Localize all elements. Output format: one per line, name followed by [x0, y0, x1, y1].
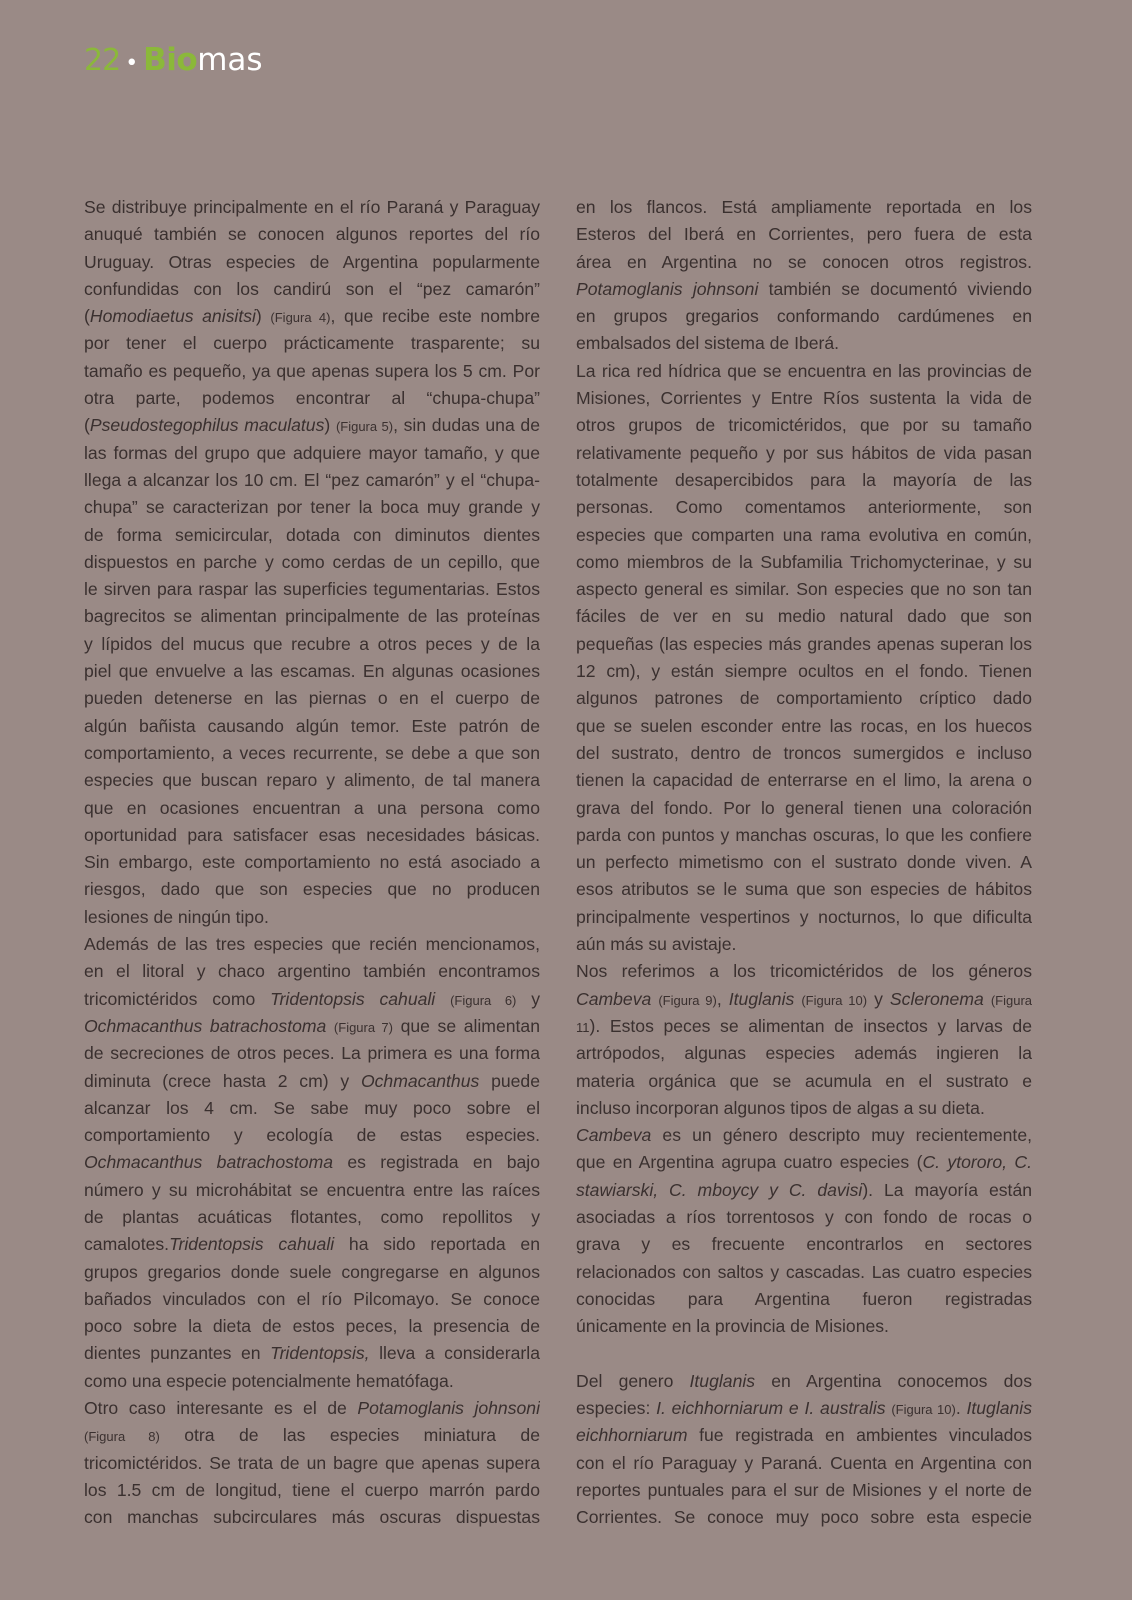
text-segment: La rica red hídrica que se encuentra en las provincias de — [576, 360, 1032, 381]
figure-reference: (Figura 9) — [658, 992, 717, 1008]
text-line — [576, 1177, 1032, 1204]
text-segment: aún más su avistaje. — [576, 934, 737, 955]
text-segment: principalmente vespertinos y nocturnos, lo que dificulta — [576, 906, 1032, 927]
text-segment: tamaño es pequeño, ya que apenas supera los 5 cm. Por — [84, 360, 540, 381]
text-line — [576, 1504, 1032, 1531]
text-segment: número y su microhábitat se encuentra entre las raíces — [84, 1179, 540, 1200]
text-line — [84, 1013, 540, 1040]
text-line — [84, 631, 540, 658]
text-line — [576, 631, 1032, 658]
text-line — [576, 931, 1032, 958]
figure-reference: (Figura 6) — [450, 992, 517, 1008]
text-segment: otra de las especies miniatura de — [159, 1425, 540, 1446]
text-segment: 12 cm), y están siempre ocultos en el fondo. Tienen — [576, 661, 1032, 682]
species-name: Potamoglanis johnsoni — [357, 1398, 540, 1419]
text-line — [84, 767, 540, 794]
text-segment: comportamiento y ecología de estas especies. — [84, 1125, 540, 1146]
text-segment: tricomictéridos. Se trata de un bagre que apenas supera — [84, 1452, 540, 1473]
text-line — [576, 603, 1032, 630]
text-line — [576, 276, 1032, 303]
text-line — [576, 767, 1032, 794]
text-segment: incluso incorporan algunos tipos de algas a su dieta. — [576, 1097, 985, 1118]
magazine-logo-bio: Bio — [143, 42, 198, 78]
text-segment: pueden detenerse en las piernas o en el cuerpo de — [84, 688, 540, 709]
text-line — [576, 1450, 1032, 1477]
figure-reference: (Figura 4) — [270, 310, 331, 326]
text-line — [576, 221, 1032, 248]
text-segment: anuqué también se conocen algunos reportes del río — [84, 224, 540, 245]
text-segment: , — [716, 988, 729, 1009]
text-segment: algún bañista causando algún temor. Este patrón de — [84, 715, 540, 736]
text-segment: únicamente en la provincia de Misiones. — [576, 1316, 889, 1337]
text-line — [576, 330, 1032, 357]
text-line — [576, 713, 1032, 740]
text-segment: las formas del grupo que adquiere mayor tamaño, y que — [84, 442, 540, 463]
text-line — [84, 1231, 540, 1258]
text-segment: embalsados del sistema de Iberá. — [576, 333, 840, 354]
text-segment: fue registrada en ambientes vinculados — [687, 1425, 1032, 1446]
text-line — [84, 330, 540, 357]
text-line — [84, 713, 540, 740]
text-line — [576, 1095, 1032, 1122]
text-segment: camalotes. — [84, 1234, 170, 1255]
species-name: Ochmacanthus batrachostoma — [84, 1152, 334, 1173]
text-line — [84, 522, 540, 549]
text-line — [84, 904, 540, 931]
text-segment: Sin embargo, este comportamiento no está asociado a — [84, 852, 540, 873]
text-segment: lleva a considerarla — [369, 1343, 540, 1364]
text-segment: con el río Paraguay y Paraná. Cuenta en Argentina con — [576, 1452, 1032, 1473]
page-header — [84, 42, 263, 86]
text-segment: especies que buscan reparo y alimento, de tal manera — [84, 770, 540, 791]
text-segment: personas. Como comentamos anteriormente, son — [576, 497, 1032, 518]
text-segment: Se distribuye principalmente en el río Paraná y Paraguay — [84, 197, 540, 217]
text-segment: grava y es frecuente encontrarlos en sectores — [576, 1234, 1032, 1255]
species-name: Pseudostegophilus maculatus — [89, 415, 325, 436]
text-line — [576, 849, 1032, 876]
text-line — [84, 603, 540, 630]
text-segment: un perfecto mimetismo con el sustrato donde viven. A — [576, 852, 1032, 873]
text-line — [576, 1149, 1032, 1176]
figure-reference: (Figura 8) — [84, 1429, 160, 1445]
species-name: Tridentopsis cahuali — [169, 1234, 335, 1255]
text-segment: que en Argentina agrupa cuatro especies ( — [576, 1152, 923, 1173]
species-name: Tridentopsis cahuali — [270, 988, 436, 1009]
text-line — [576, 1204, 1032, 1231]
text-segment: le sirven para raspar las superficies tegumentarias. Estos — [84, 579, 540, 600]
text-line — [84, 1340, 540, 1367]
species-name: Ituglanis — [966, 1398, 1032, 1419]
text-segment: de secreciones de otros peces. La primera es una forma — [84, 1043, 540, 1064]
text-segment: oportunidad para satisfacer esas necesidades básicas. — [84, 824, 540, 845]
text-segment: materia orgánica que se acumula en el sustrato e — [576, 1070, 1032, 1091]
text-line — [576, 576, 1032, 603]
text-line — [84, 958, 540, 985]
text-line — [84, 986, 540, 1013]
text-line — [576, 249, 1032, 276]
text-line — [576, 1477, 1032, 1504]
text-line — [576, 904, 1032, 931]
text-segment: tricomictéridos como — [84, 988, 271, 1009]
text-segment: dientes punzantes en — [84, 1343, 271, 1364]
text-segment: ha sido reportada en — [334, 1234, 540, 1255]
text-line — [84, 1504, 540, 1531]
text-segment: grava del fondo. Por lo general tienen una coloración — [576, 797, 1032, 818]
text-line — [576, 740, 1032, 767]
text-segment: confundidas con los candirú son el “pez camarón” — [84, 278, 540, 299]
text-line — [576, 658, 1032, 685]
text-segment: aspecto general es similar. Son especies que no son tan — [576, 579, 1032, 600]
text-segment — [984, 989, 991, 1009]
species-name: C. ytororo, C. — [922, 1152, 1032, 1173]
species-name: Ochmacanthus — [360, 1070, 480, 1091]
text-line — [84, 385, 540, 412]
species-name: Ituglanis — [728, 988, 795, 1009]
figure-reference: (Figura 10) — [891, 1402, 956, 1418]
text-line — [576, 467, 1032, 494]
text-line — [84, 440, 540, 467]
species-name: Cambeva — [576, 988, 652, 1009]
text-segment: otros grupos de tricomictéridos, que por su tamaño — [576, 415, 1032, 436]
text-segment: los 1.5 cm de longitud, tiene el cuerpo marrón pardo — [84, 1479, 540, 1500]
text-line — [576, 1231, 1032, 1258]
species-name: Scleronema — [889, 988, 984, 1009]
text-segment: poco sobre la dieta de estos peces, la presencia de — [84, 1316, 540, 1337]
text-line — [576, 1013, 1032, 1040]
text-line — [84, 194, 540, 221]
text-line — [84, 876, 540, 903]
text-segment: en los flancos. Está ampliamente reportada en los — [576, 197, 1032, 217]
species-name: Homodiaetus anisitsi — [89, 306, 256, 327]
text-segment: , que recibe este nombre — [330, 306, 540, 327]
species-name: Tridentopsis, — [270, 1343, 370, 1364]
text-segment — [326, 1016, 334, 1036]
text-segment: relacionados con saltos y cascadas. Las cuatro especies — [576, 1261, 1032, 1282]
text-segment: esos atributos se le suma que son especies de hábitos — [576, 879, 1032, 900]
text-line — [84, 1040, 540, 1067]
text-segment: como una especie potencialmente hematófaga. — [84, 1370, 454, 1391]
text-line — [84, 1422, 540, 1449]
species-name: Ochmacanthus batrachostoma — [84, 1015, 327, 1036]
text-segment: Además de las tres especies que recién mencionamos, — [84, 934, 540, 955]
text-line — [576, 685, 1032, 712]
text-line — [84, 412, 540, 439]
text-line — [84, 1095, 540, 1122]
figure-reference: (Figura 7) — [333, 1019, 393, 1035]
text-segment: algunos patrones de comportamiento críptico dado — [576, 688, 1032, 709]
figure-reference: (Figura — [990, 992, 1032, 1008]
species-name: eichhorniarum — [576, 1425, 688, 1446]
figure-reference: 11 — [576, 1019, 590, 1035]
text-line — [84, 740, 540, 767]
magazine-logo-mas: mas — [197, 42, 263, 78]
text-segment: de plantas acuáticas flotantes, como repollitos y — [84, 1206, 540, 1227]
text-line — [84, 658, 540, 685]
text-line — [84, 1068, 540, 1095]
text-line — [84, 303, 540, 330]
text-segment: piel que envuelve a las escamas. En algunas ocasiones — [84, 661, 540, 682]
text-line — [576, 1068, 1032, 1095]
text-segment: en grupos gregarios conformando cardúmenes en — [576, 306, 1032, 327]
page-number: 22 — [84, 43, 121, 78]
text-segment: artrópodos, algunas especies además ingieren la — [576, 1043, 1032, 1064]
text-segment: en el litoral y chaco argentino también encontramos — [84, 961, 540, 982]
text-segment: ) — [324, 415, 336, 436]
text-segment: diminuta (crece hasta 2 cm) y — [84, 1070, 361, 1091]
text-segment: área en Argentina no se conocen otros registros. — [576, 251, 1032, 272]
text-segment: como miembros de la Subfamilia Trichomycterinae, y su — [576, 551, 1032, 572]
text-line — [576, 385, 1032, 412]
text-line — [84, 276, 540, 303]
text-segment: también se documentó viviendo — [758, 278, 1032, 299]
text-segment: Del genero — [576, 1370, 690, 1391]
text-line — [84, 822, 540, 849]
text-segment: por tener el cuerpo prácticamente trasparente; su — [84, 333, 540, 354]
species-name: I. eichhorniarum e I. australis — [656, 1398, 886, 1419]
text-line — [84, 221, 540, 248]
text-segment: que en ocasiones encuentran a una persona como — [84, 797, 540, 818]
text-line — [576, 1286, 1032, 1313]
text-segment: asociadas a ríos torrentosos y con fondo de rocas o — [576, 1206, 1032, 1227]
text-segment: llega a alcanzar los 10 cm. El “pez camarón” y el “chupa- — [84, 469, 540, 490]
text-line — [84, 1122, 540, 1149]
figure-reference: (Figura 10) — [801, 992, 868, 1008]
text-segment: dispuestos en parche y como cerdas de un cepillo, que — [84, 551, 540, 572]
text-segment: fáciles de ver en su medio natural dado que son — [576, 606, 1032, 627]
text-segment: especies: — [576, 1398, 657, 1419]
text-segment: y lípidos del mucus que recubre a otros peces y de la — [84, 633, 540, 654]
text-line — [576, 303, 1032, 330]
text-segment: riesgos, dado que son especies que no producen — [84, 879, 540, 900]
text-segment: otra parte, podemos encontrar al “chupa-chupa” — [84, 388, 540, 409]
text-line — [84, 795, 540, 822]
left-text-column — [84, 194, 540, 1532]
text-line — [84, 467, 540, 494]
text-line — [84, 685, 540, 712]
text-line — [576, 1395, 1032, 1422]
text-segment: totalmente desapercibidos para la mayoría de las — [576, 469, 1032, 490]
text-line — [576, 1422, 1032, 1449]
text-segment: bañados vinculados con el río Pilcomayo. Se conoce — [84, 1288, 540, 1309]
text-segment: tienen la capacidad de enterrarse en el limo, la arena o — [576, 770, 1032, 791]
text-segment: alcanzar los 4 cm. Se sabe muy poco sobre el — [84, 1097, 540, 1118]
text-segment: especies que comparten una rama evolutiva en común, — [576, 524, 1032, 545]
species-name: Cambeva — [576, 1125, 652, 1146]
text-segment: , sin dudas una de — [393, 415, 540, 436]
text-segment: que se alimentan — [392, 1015, 540, 1036]
text-segment: Corrientes. Se conoce muy poco sobre esta especie — [576, 1507, 1032, 1528]
text-segment: Esteros del Iberá en Corrientes, pero fuera de esta — [576, 224, 1032, 245]
text-line — [84, 1177, 540, 1204]
text-segment: lesiones de ningún tipo. — [84, 906, 269, 927]
text-segment: Misiones, Corrientes y Entre Ríos sustenta la vida de — [576, 388, 1032, 409]
text-line — [576, 1040, 1032, 1067]
text-line — [84, 1395, 540, 1422]
text-line — [84, 249, 540, 276]
text-line — [84, 576, 540, 603]
text-line — [576, 412, 1032, 439]
text-segment: ( — [84, 415, 90, 436]
text-line — [84, 1313, 540, 1340]
text-line — [576, 1340, 1032, 1367]
text-segment: relativamente pequeño y por sus hábitos de vida pasan — [576, 442, 1032, 463]
text-line — [84, 1259, 540, 1286]
text-segment: que se suelen esconder entre las rocas, en los huecos — [576, 715, 1032, 736]
text-line — [576, 358, 1032, 385]
text-segment: conocidas para Argentina fueron registradas — [576, 1288, 1032, 1309]
text-line — [84, 1368, 540, 1395]
text-segment — [435, 989, 450, 1009]
text-line — [576, 1259, 1032, 1286]
text-line — [84, 1477, 540, 1504]
text-line — [84, 849, 540, 876]
text-line — [576, 822, 1032, 849]
text-segment: y — [516, 988, 540, 1009]
text-line — [84, 549, 540, 576]
text-line — [84, 1450, 540, 1477]
text-line — [576, 549, 1032, 576]
text-segment: ). La mayoría están — [862, 1179, 1032, 1200]
text-segment: en Argentina conocemos dos — [755, 1370, 1032, 1391]
text-segment: bagrecitos se alimentan principalmente de las proteínas — [84, 606, 540, 627]
separator-dot: • — [125, 51, 139, 76]
text-segment: Nos referimos a los tricomictéridos de los géneros — [576, 961, 1032, 982]
text-segment: Uruguay. Otras especies de Argentina popularmente — [84, 251, 540, 272]
text-segment: es registrada en bajo — [333, 1152, 540, 1173]
species-name: stawiarski, C. mboycy y C. davisi — [576, 1179, 863, 1200]
text-segment: grupos gregarios donde suele congregarse en algunos — [84, 1261, 540, 1282]
text-segment: reportes puntuales para el sur de Misiones y el norte de — [576, 1479, 1032, 1500]
text-line — [576, 522, 1032, 549]
text-line — [576, 440, 1032, 467]
species-name: Potamoglanis johnsoni — [576, 278, 759, 299]
text-segment: chupa” se caracterizan por tener la boca muy grande y — [84, 497, 540, 518]
text-line — [84, 494, 540, 521]
text-segment: ). Estos peces se alimentan de insectos y larvas de — [589, 1015, 1032, 1036]
text-segment: del sustrato, dentro de troncos sumergidos e incluso — [576, 742, 1032, 763]
text-segment: parda con puntos y manchas oscuras, lo que les confiere — [576, 824, 1032, 845]
text-segment: comportamiento, a veces recurrente, se debe a que son — [84, 742, 540, 763]
text-segment: es un género descripto muy recientemente, — [651, 1125, 1032, 1146]
text-line — [576, 986, 1032, 1013]
text-segment: con manchas subcirculares más oscuras dispuestas — [84, 1507, 540, 1528]
species-name: Ituglanis — [689, 1370, 756, 1391]
text-line — [576, 958, 1032, 985]
text-line — [576, 1313, 1032, 1340]
text-segment: Otro caso interesante es el de — [84, 1398, 358, 1419]
text-line — [84, 358, 540, 385]
text-segment: ( — [84, 306, 90, 327]
text-segment: y — [867, 988, 890, 1009]
text-line — [84, 1286, 540, 1313]
right-text-column — [576, 194, 1032, 1532]
figure-reference: (Figura 5) — [335, 419, 394, 435]
text-line — [84, 1204, 540, 1231]
text-line — [84, 931, 540, 958]
text-line — [576, 1368, 1032, 1395]
text-line — [576, 876, 1032, 903]
text-segment: pequeñas (las especies más grandes apenas superan los — [576, 633, 1032, 654]
text-segment: ) — [255, 306, 271, 327]
text-segment: de forma semicircular, dotada con diminutos dientes — [84, 524, 540, 545]
text-line — [576, 1122, 1032, 1149]
text-line — [576, 194, 1032, 221]
text-segment: puede — [479, 1070, 540, 1091]
text-line — [576, 795, 1032, 822]
text-line — [84, 1149, 540, 1176]
text-line — [576, 494, 1032, 521]
text-segment: . — [955, 1398, 967, 1419]
